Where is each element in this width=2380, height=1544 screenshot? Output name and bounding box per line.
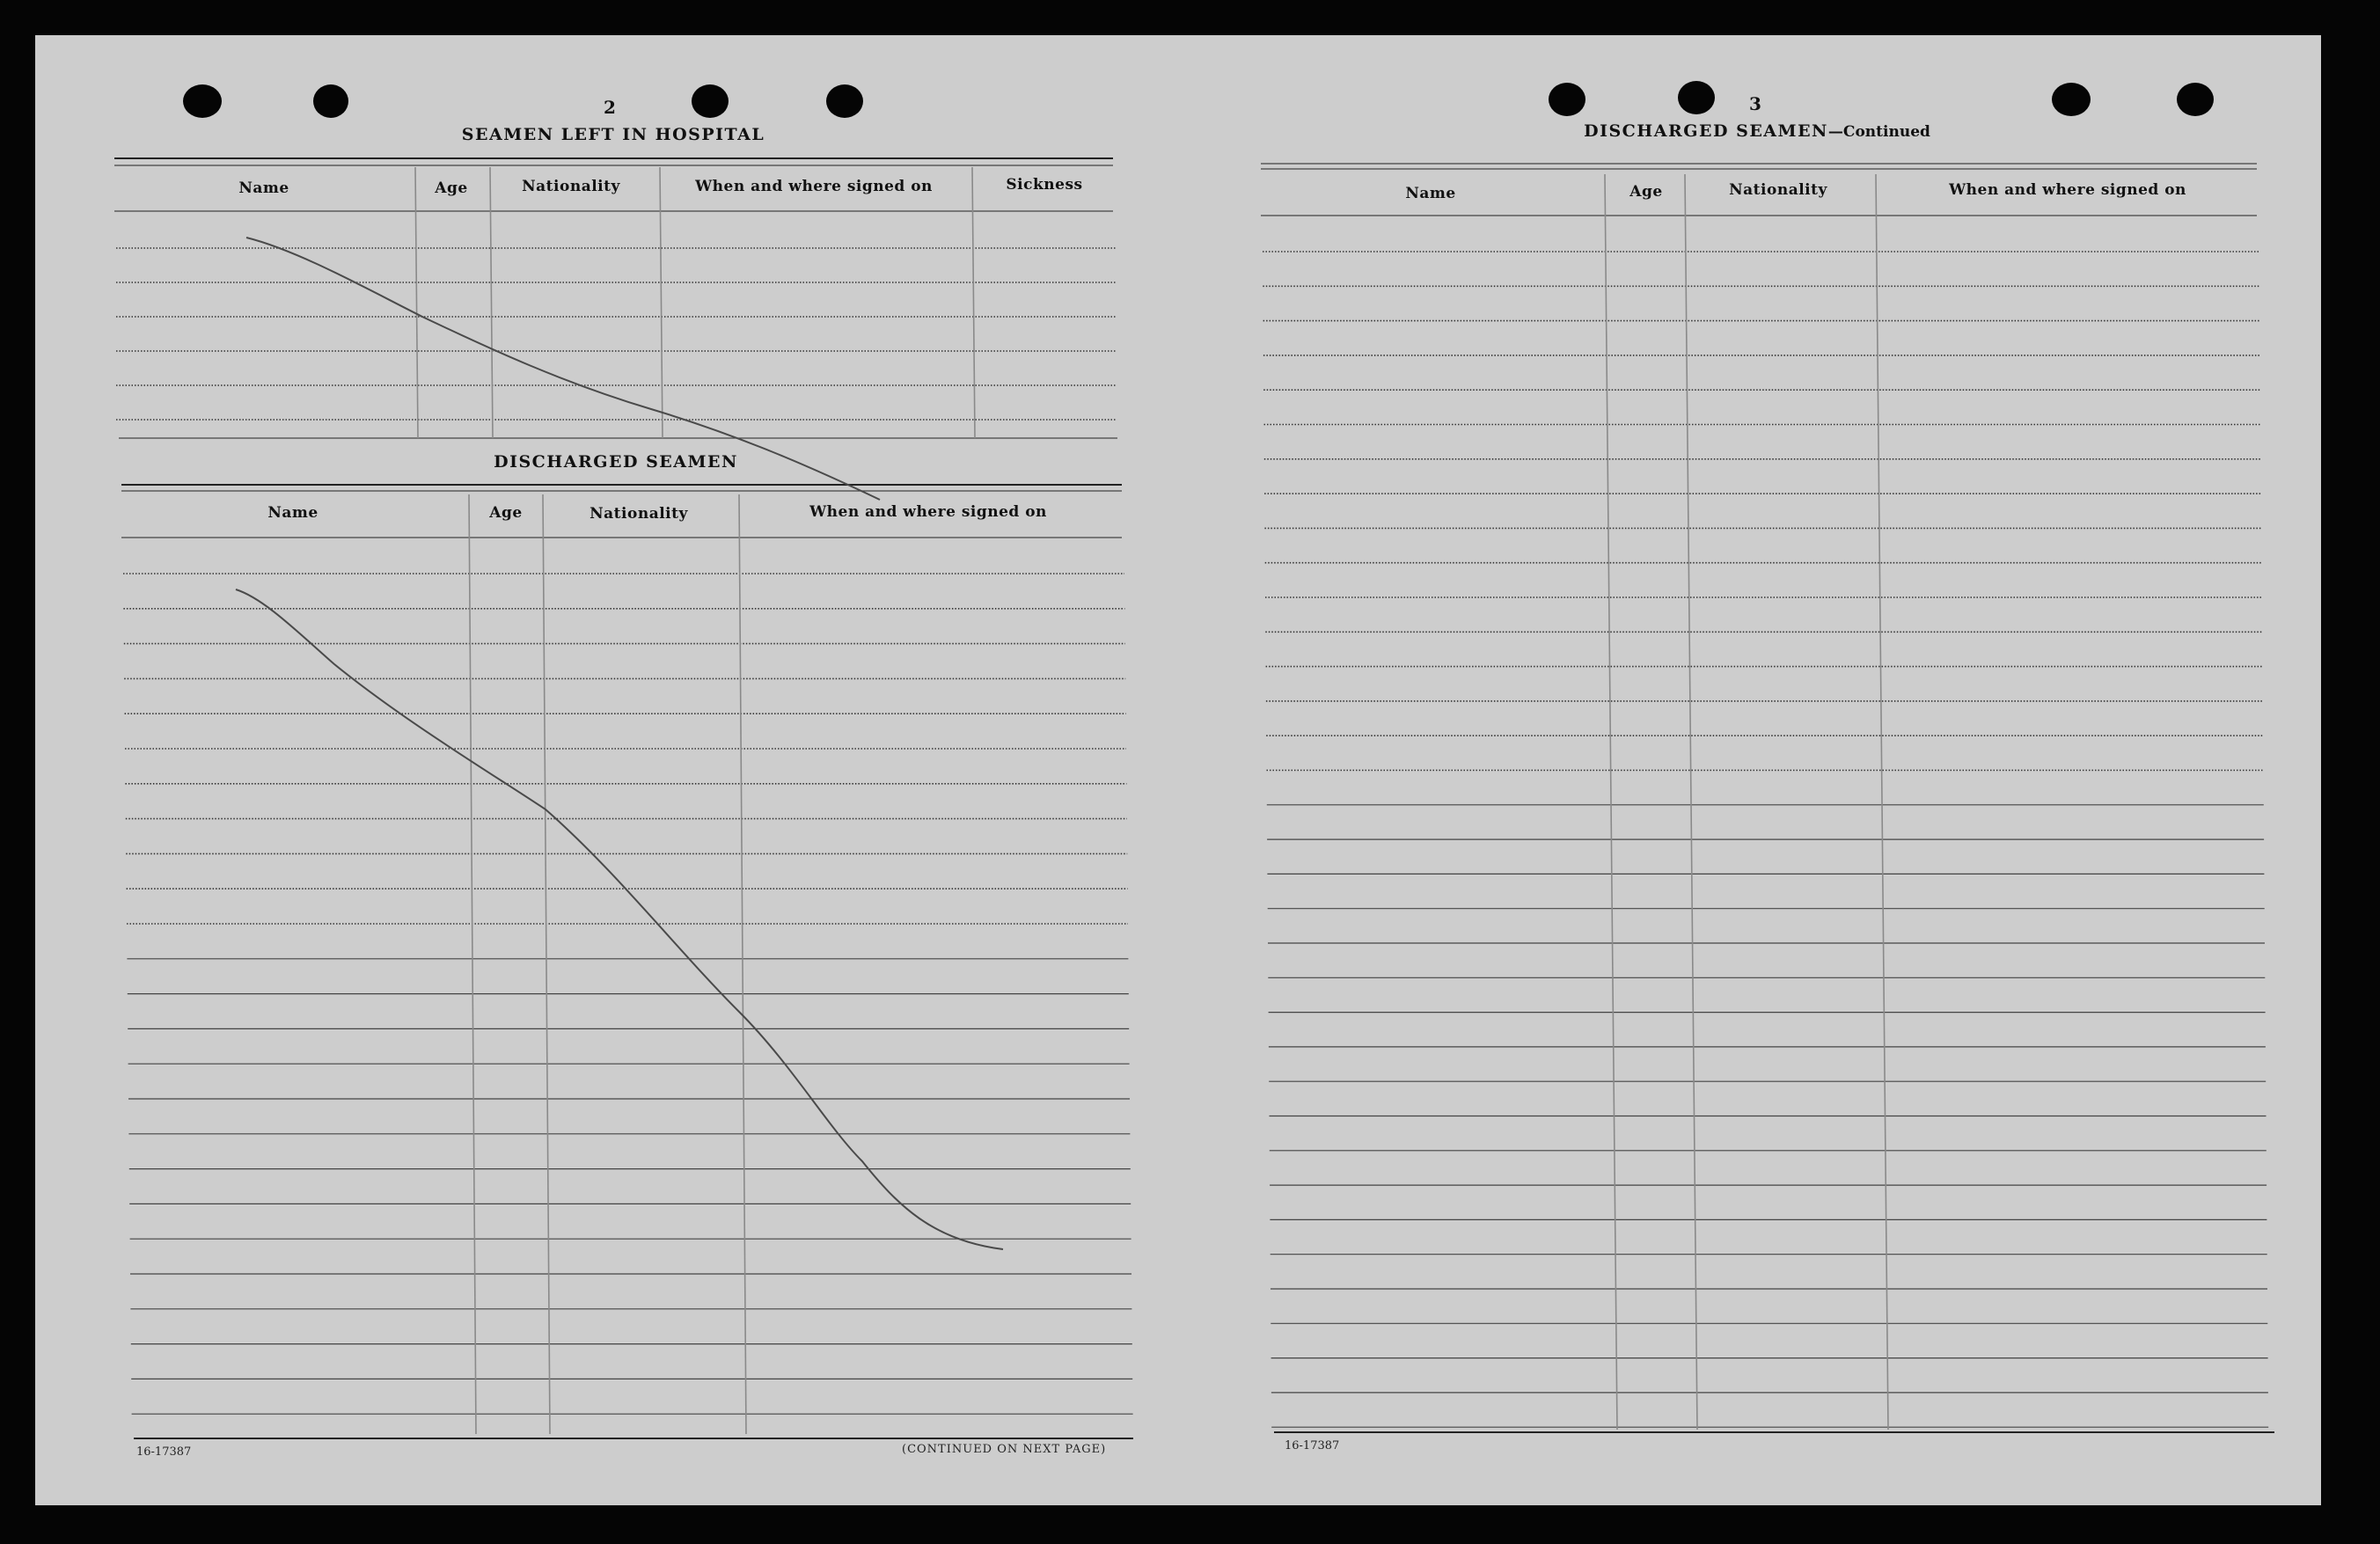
punch-hole [1678,81,1715,114]
column-divider [1605,174,1617,1430]
discharged-col-name: Name [267,504,319,522]
left-form-number: 16-17387 [136,1445,192,1459]
column-divider [415,167,418,438]
hospital-section-title: SEAMEN LEFT IN HOSPITAL [461,125,765,144]
right-title-suffix: —Continued [1827,123,1930,141]
hospital-col-signed-on: When and where signed on [695,178,933,195]
manifest-sheet [35,35,2321,1505]
right-col-name: Name [1405,185,1456,202]
hospital-col-nationality: Nationality [522,178,620,195]
right-title-main: DISCHARGED SEAMEN [1584,121,1828,141]
column-divider [469,494,476,1434]
ruled-lines [114,158,2274,1438]
right-page-number: 3 [1749,93,1761,114]
punch-holes [183,81,2214,118]
punch-hole [1549,83,1585,116]
column-divider [660,167,663,438]
hospital-col-sickness: Sickness [1006,176,1083,194]
column-divider [490,167,493,438]
punch-hole [183,84,222,118]
punch-hole [826,84,863,118]
right-col-age: Age [1629,183,1663,201]
right-col-nationality: Nationality [1729,181,1827,199]
column-divider [739,494,746,1434]
discharged-col-signed-on: When and where signed on [809,503,1047,521]
strike-through-line-discharged [236,589,1003,1249]
column-divider [1685,174,1697,1430]
discharged-col-age: Age [489,504,523,522]
punch-hole [692,84,729,118]
column-divider [543,494,550,1434]
right-form-number: 16-17387 [1285,1439,1340,1453]
punch-hole [2052,83,2091,116]
hospital-col-name: Name [238,179,289,197]
form-rulings [35,35,2321,1505]
right-section-title [1584,121,1930,141]
discharged-section-title: DISCHARGED SEAMEN [494,452,738,472]
discharged-col-nationality: Nationality [590,505,688,523]
left-page-number: 2 [604,97,616,118]
continued-note: (CONTINUED ON NEXT PAGE) [902,1443,1107,1456]
column-divider [1876,174,1888,1430]
punch-hole [2177,83,2214,116]
hospital-col-age: Age [435,179,468,197]
punch-hole [313,84,348,118]
column-divider [972,167,975,438]
right-col-signed-on: When and where signed on [1949,181,2186,199]
